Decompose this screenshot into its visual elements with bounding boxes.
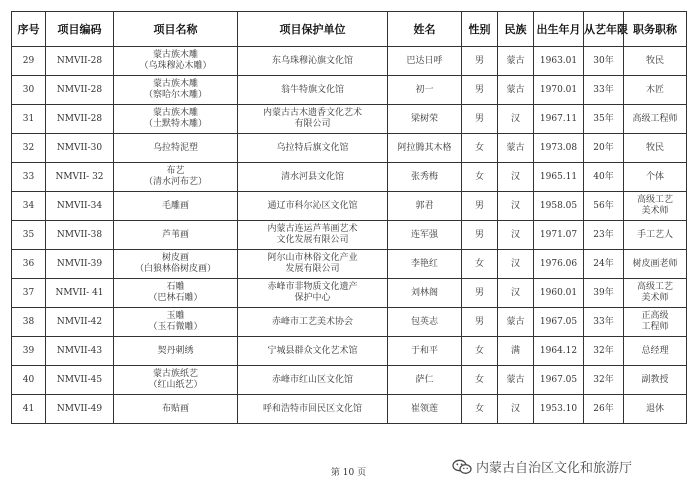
cell-index: 31 bbox=[12, 105, 46, 134]
cell-project-name bbox=[114, 105, 238, 134]
cell-protection-unit bbox=[238, 76, 388, 105]
cell-project-name bbox=[114, 308, 238, 337]
table-row bbox=[12, 395, 687, 424]
cell-index: 36 bbox=[12, 250, 46, 279]
cell-birth-date: 1967.11 bbox=[534, 105, 584, 134]
cell-birth-date: 1958.05 bbox=[534, 192, 584, 221]
cell-job-title bbox=[624, 279, 687, 308]
cell-job-title bbox=[624, 337, 687, 366]
cell-index: 35 bbox=[12, 221, 46, 250]
cell-birth-date: 1976.06 bbox=[534, 250, 584, 279]
cell-protection-unit bbox=[238, 366, 388, 395]
cell-project-name bbox=[114, 366, 238, 395]
cell-job-title bbox=[624, 192, 687, 221]
cell-job-title-line: 牧民 bbox=[645, 55, 664, 66]
cell-years-practicing: 30年 bbox=[584, 47, 624, 76]
cell-name: 连军强 bbox=[388, 221, 462, 250]
cell-ethnicity: 蒙古 bbox=[498, 366, 534, 395]
cell-index: 33 bbox=[12, 163, 46, 192]
table-body bbox=[12, 47, 687, 424]
cell-years-practicing: 23年 bbox=[584, 221, 624, 250]
cell-project-name bbox=[114, 250, 238, 279]
cell-job-title-line: 美术师 bbox=[641, 206, 669, 216]
cell-project-name-line: （察哈尔木雕） bbox=[143, 90, 207, 100]
header-job-title: 职务职称 bbox=[624, 12, 687, 47]
cell-job-title bbox=[624, 76, 687, 105]
cell-protection-unit bbox=[238, 192, 388, 221]
cell-protection-unit bbox=[238, 279, 388, 308]
header-project-code: 项目编码 bbox=[46, 12, 114, 47]
cell-ethnicity: 汉 bbox=[498, 105, 534, 134]
cell-job-title-line: 正高级 bbox=[641, 311, 669, 321]
table-header-row bbox=[12, 12, 687, 47]
cell-project-name bbox=[114, 221, 238, 250]
wechat-icon bbox=[452, 459, 472, 475]
cell-protection-unit-line: 内蒙古古木遗香文化艺术 bbox=[262, 108, 362, 118]
cell-job-title bbox=[624, 47, 687, 76]
cell-protection-unit-line: 保护中心 bbox=[294, 293, 331, 303]
heritage-inheritors-table bbox=[11, 11, 687, 424]
cell-name: 崔领莲 bbox=[388, 395, 462, 424]
cell-years-practicing: 32年 bbox=[584, 366, 624, 395]
header-index: 序号 bbox=[12, 12, 46, 47]
cell-protection-unit-line: 有限公司 bbox=[294, 119, 331, 129]
cell-protection-unit-line: 赤峰市非物质文化遗产 bbox=[267, 282, 358, 292]
cell-birth-date: 1967.05 bbox=[534, 366, 584, 395]
cell-gender: 男 bbox=[462, 105, 498, 134]
cell-project-name-line: （土默特木雕） bbox=[143, 119, 207, 129]
cell-project-name-line: 蒙古族纸艺 bbox=[152, 369, 198, 379]
header-gender: 性别 bbox=[462, 12, 498, 47]
cell-gender: 女 bbox=[462, 366, 498, 395]
cell-project-code: NMVII-28 bbox=[46, 47, 114, 76]
cell-name: 萨仁 bbox=[388, 366, 462, 395]
cell-job-title-line: 美术师 bbox=[641, 293, 669, 303]
cell-birth-date: 1964.12 bbox=[534, 337, 584, 366]
cell-protection-unit-line: 赤峰市工艺美术协会 bbox=[271, 316, 353, 327]
cell-job-title-line: 木匠 bbox=[645, 84, 664, 95]
cell-years-practicing: 33年 bbox=[584, 308, 624, 337]
cell-project-name-line: 蒙古族木雕 bbox=[152, 79, 198, 89]
cell-ethnicity: 蒙古 bbox=[498, 76, 534, 105]
cell-job-title-line: 牧民 bbox=[645, 142, 664, 153]
cell-ethnicity: 蒙古 bbox=[498, 308, 534, 337]
table-row bbox=[12, 221, 687, 250]
cell-gender: 男 bbox=[462, 192, 498, 221]
cell-project-code: NMVII-28 bbox=[46, 105, 114, 134]
page-number: 第 10 页 bbox=[330, 468, 367, 478]
table-row bbox=[12, 279, 687, 308]
cell-years-practicing: 32年 bbox=[584, 337, 624, 366]
cell-index: 41 bbox=[12, 395, 46, 424]
cell-project-name-line: 蒙古族木雕 bbox=[152, 108, 198, 118]
header-ethnicity: 民族 bbox=[498, 12, 534, 47]
cell-protection-unit-line: 东乌珠穆沁旗文化馆 bbox=[271, 55, 353, 66]
cell-index: 37 bbox=[12, 279, 46, 308]
cell-project-code: NMVII- 41 bbox=[46, 279, 114, 308]
cell-project-name-line: （白狼林俗树皮画） bbox=[134, 264, 216, 274]
cell-gender: 女 bbox=[462, 163, 498, 192]
table-row bbox=[12, 105, 687, 134]
cell-name: 初一 bbox=[388, 76, 462, 105]
cell-ethnicity: 汉 bbox=[498, 250, 534, 279]
cell-project-name-line: 契丹刺绣 bbox=[157, 345, 194, 356]
cell-gender: 女 bbox=[462, 337, 498, 366]
cell-name: 包英志 bbox=[388, 308, 462, 337]
watermark-text: 内蒙古自治区文化和旅游厅 bbox=[476, 461, 633, 476]
cell-project-code: NMVII-49 bbox=[46, 395, 114, 424]
cell-gender: 男 bbox=[462, 308, 498, 337]
header-name: 姓名 bbox=[388, 12, 462, 47]
cell-birth-date: 1963.01 bbox=[534, 47, 584, 76]
header-project-name: 项目名称 bbox=[114, 12, 238, 47]
cell-project-code: NMVII-42 bbox=[46, 308, 114, 337]
cell-birth-date: 1970.01 bbox=[534, 76, 584, 105]
cell-years-practicing: 20年 bbox=[584, 134, 624, 163]
cell-index: 32 bbox=[12, 134, 46, 163]
cell-years-practicing: 24年 bbox=[584, 250, 624, 279]
cell-protection-unit-line: 清水河县文化馆 bbox=[280, 171, 344, 182]
cell-project-name-line: （巴林石雕） bbox=[148, 293, 203, 303]
cell-ethnicity: 汉 bbox=[498, 279, 534, 308]
cell-index: 40 bbox=[12, 366, 46, 395]
cell-project-name bbox=[114, 47, 238, 76]
cell-project-code: NMVII-30 bbox=[46, 134, 114, 163]
cell-job-title bbox=[624, 105, 687, 134]
cell-ethnicity: 汉 bbox=[498, 163, 534, 192]
cell-gender: 女 bbox=[462, 395, 498, 424]
cell-project-code: NMVII- 32 bbox=[46, 163, 114, 192]
cell-protection-unit-line: 赤峰市红山区文化馆 bbox=[271, 374, 353, 385]
cell-project-name bbox=[114, 134, 238, 163]
cell-job-title bbox=[624, 366, 687, 395]
cell-job-title bbox=[624, 134, 687, 163]
cell-index: 34 bbox=[12, 192, 46, 221]
cell-project-name bbox=[114, 337, 238, 366]
cell-project-code: NMVII-28 bbox=[46, 76, 114, 105]
cell-project-name-line: （红山纸艺） bbox=[148, 380, 203, 390]
cell-years-practicing: 35年 bbox=[584, 105, 624, 134]
cell-gender: 男 bbox=[462, 279, 498, 308]
cell-project-name bbox=[114, 163, 238, 192]
cell-project-name bbox=[114, 76, 238, 105]
cell-protection-unit-line: 乌拉特后旗文化馆 bbox=[276, 142, 349, 153]
cell-protection-unit bbox=[238, 163, 388, 192]
cell-birth-date: 1965.11 bbox=[534, 163, 584, 192]
cell-project-name bbox=[114, 192, 238, 221]
cell-birth-date: 1967.05 bbox=[534, 308, 584, 337]
cell-project-name-line: 布艺 bbox=[166, 166, 185, 176]
cell-job-title-line: 高级工艺 bbox=[636, 195, 673, 205]
cell-project-name-line: （玉石微雕） bbox=[148, 322, 203, 332]
cell-protection-unit-line: 通辽市科尔沁区文化馆 bbox=[267, 200, 358, 211]
cell-years-practicing: 33年 bbox=[584, 76, 624, 105]
cell-job-title bbox=[624, 221, 687, 250]
table-row bbox=[12, 76, 687, 105]
cell-name: 张秀梅 bbox=[388, 163, 462, 192]
cell-job-title-line: 手工艺人 bbox=[636, 229, 673, 240]
cell-project-name-line: 玉雕 bbox=[166, 311, 185, 321]
cell-project-name bbox=[114, 279, 238, 308]
cell-project-name-line: 毛雕画 bbox=[161, 200, 189, 211]
cell-years-practicing: 39年 bbox=[584, 279, 624, 308]
cell-gender: 男 bbox=[462, 47, 498, 76]
cell-project-name-line: 树皮画 bbox=[161, 253, 189, 263]
cell-ethnicity: 满 bbox=[498, 337, 534, 366]
cell-gender: 女 bbox=[462, 134, 498, 163]
header-birth-date: 出生年月 bbox=[534, 12, 584, 47]
cell-job-title-line: 高级工艺 bbox=[636, 282, 673, 292]
cell-years-practicing: 40年 bbox=[584, 163, 624, 192]
header-protection-unit: 项目保护单位 bbox=[238, 12, 388, 47]
cell-project-name-line: 芦苇画 bbox=[161, 229, 189, 240]
header-years-practicing: 从艺年限 bbox=[584, 12, 624, 47]
cell-project-code: NMVII-38 bbox=[46, 221, 114, 250]
table-row bbox=[12, 134, 687, 163]
cell-job-title bbox=[624, 250, 687, 279]
table-row bbox=[12, 192, 687, 221]
cell-project-name-line: （乌珠穆沁木雕） bbox=[139, 61, 212, 71]
cell-ethnicity: 蒙古 bbox=[498, 134, 534, 163]
cell-job-title-line: 树皮画老师 bbox=[632, 258, 678, 269]
cell-protection-unit bbox=[238, 221, 388, 250]
table-row bbox=[12, 308, 687, 337]
cell-project-code: NMVII-45 bbox=[46, 366, 114, 395]
cell-project-name-line: （清水河布艺） bbox=[143, 177, 207, 187]
cell-birth-date: 1973.08 bbox=[534, 134, 584, 163]
cell-protection-unit bbox=[238, 134, 388, 163]
cell-project-name-line: 布贴画 bbox=[161, 403, 189, 414]
cell-name: 于和平 bbox=[388, 337, 462, 366]
cell-birth-date: 1960.01 bbox=[534, 279, 584, 308]
cell-protection-unit-line: 翁牛特旗文化馆 bbox=[280, 84, 344, 95]
cell-name: 巴达日呼 bbox=[388, 47, 462, 76]
cell-protection-unit bbox=[238, 337, 388, 366]
cell-index: 30 bbox=[12, 76, 46, 105]
cell-ethnicity: 汉 bbox=[498, 192, 534, 221]
cell-ethnicity: 汉 bbox=[498, 221, 534, 250]
cell-protection-unit bbox=[238, 395, 388, 424]
cell-job-title-line: 工程师 bbox=[641, 322, 669, 332]
cell-project-name bbox=[114, 395, 238, 424]
cell-index: 39 bbox=[12, 337, 46, 366]
table-row bbox=[12, 250, 687, 279]
cell-protection-unit-line: 发展有限公司 bbox=[285, 264, 340, 274]
cell-name: 梁树荣 bbox=[388, 105, 462, 134]
cell-protection-unit bbox=[238, 250, 388, 279]
cell-protection-unit-line: 阿尔山市林俗文化产业 bbox=[267, 253, 358, 263]
cell-project-code: NMVII-39 bbox=[46, 250, 114, 279]
cell-index: 38 bbox=[12, 308, 46, 337]
cell-ethnicity: 汉 bbox=[498, 395, 534, 424]
cell-birth-date: 1971.07 bbox=[534, 221, 584, 250]
cell-protection-unit-line: 呼和浩特市回民区文化馆 bbox=[262, 403, 362, 414]
cell-protection-unit-line: 宁城县群众文化艺术馆 bbox=[267, 345, 358, 356]
cell-protection-unit bbox=[238, 105, 388, 134]
cell-ethnicity: 蒙古 bbox=[498, 47, 534, 76]
cell-gender: 男 bbox=[462, 221, 498, 250]
table-row bbox=[12, 163, 687, 192]
cell-job-title-line: 副教授 bbox=[641, 374, 669, 385]
table-row bbox=[12, 47, 687, 76]
cell-protection-unit bbox=[238, 47, 388, 76]
cell-protection-unit bbox=[238, 308, 388, 337]
cell-years-practicing: 56年 bbox=[584, 192, 624, 221]
cell-years-practicing: 26年 bbox=[584, 395, 624, 424]
cell-index: 29 bbox=[12, 47, 46, 76]
cell-protection-unit-line: 内蒙古连运芦苇画艺术 bbox=[267, 224, 358, 234]
cell-name: 刘林阁 bbox=[388, 279, 462, 308]
cell-job-title-line: 个体 bbox=[645, 171, 664, 182]
cell-project-code: NMVII-34 bbox=[46, 192, 114, 221]
cell-birth-date: 1953.10 bbox=[534, 395, 584, 424]
cell-job-title-line: 总经理 bbox=[641, 345, 669, 356]
cell-project-name-line: 石雕 bbox=[166, 282, 185, 292]
table-row bbox=[12, 366, 687, 395]
cell-name: 阿拉腾其木格 bbox=[388, 134, 462, 163]
cell-project-name-line: 乌拉特泥塑 bbox=[152, 142, 198, 153]
cell-job-title-line: 高级工程师 bbox=[632, 113, 678, 124]
cell-job-title-line: 退休 bbox=[645, 403, 664, 414]
cell-job-title bbox=[624, 308, 687, 337]
cell-project-code: NMVII-43 bbox=[46, 337, 114, 366]
cell-name: 李艳红 bbox=[388, 250, 462, 279]
cell-gender: 女 bbox=[462, 250, 498, 279]
cell-protection-unit-line: 文化发展有限公司 bbox=[276, 235, 349, 245]
cell-name: 郭君 bbox=[388, 192, 462, 221]
watermark bbox=[452, 457, 632, 476]
cell-job-title bbox=[624, 395, 687, 424]
cell-project-name-line: 蒙古族木雕 bbox=[152, 50, 198, 60]
cell-gender: 男 bbox=[462, 76, 498, 105]
cell-job-title bbox=[624, 163, 687, 192]
table-row bbox=[12, 337, 687, 366]
